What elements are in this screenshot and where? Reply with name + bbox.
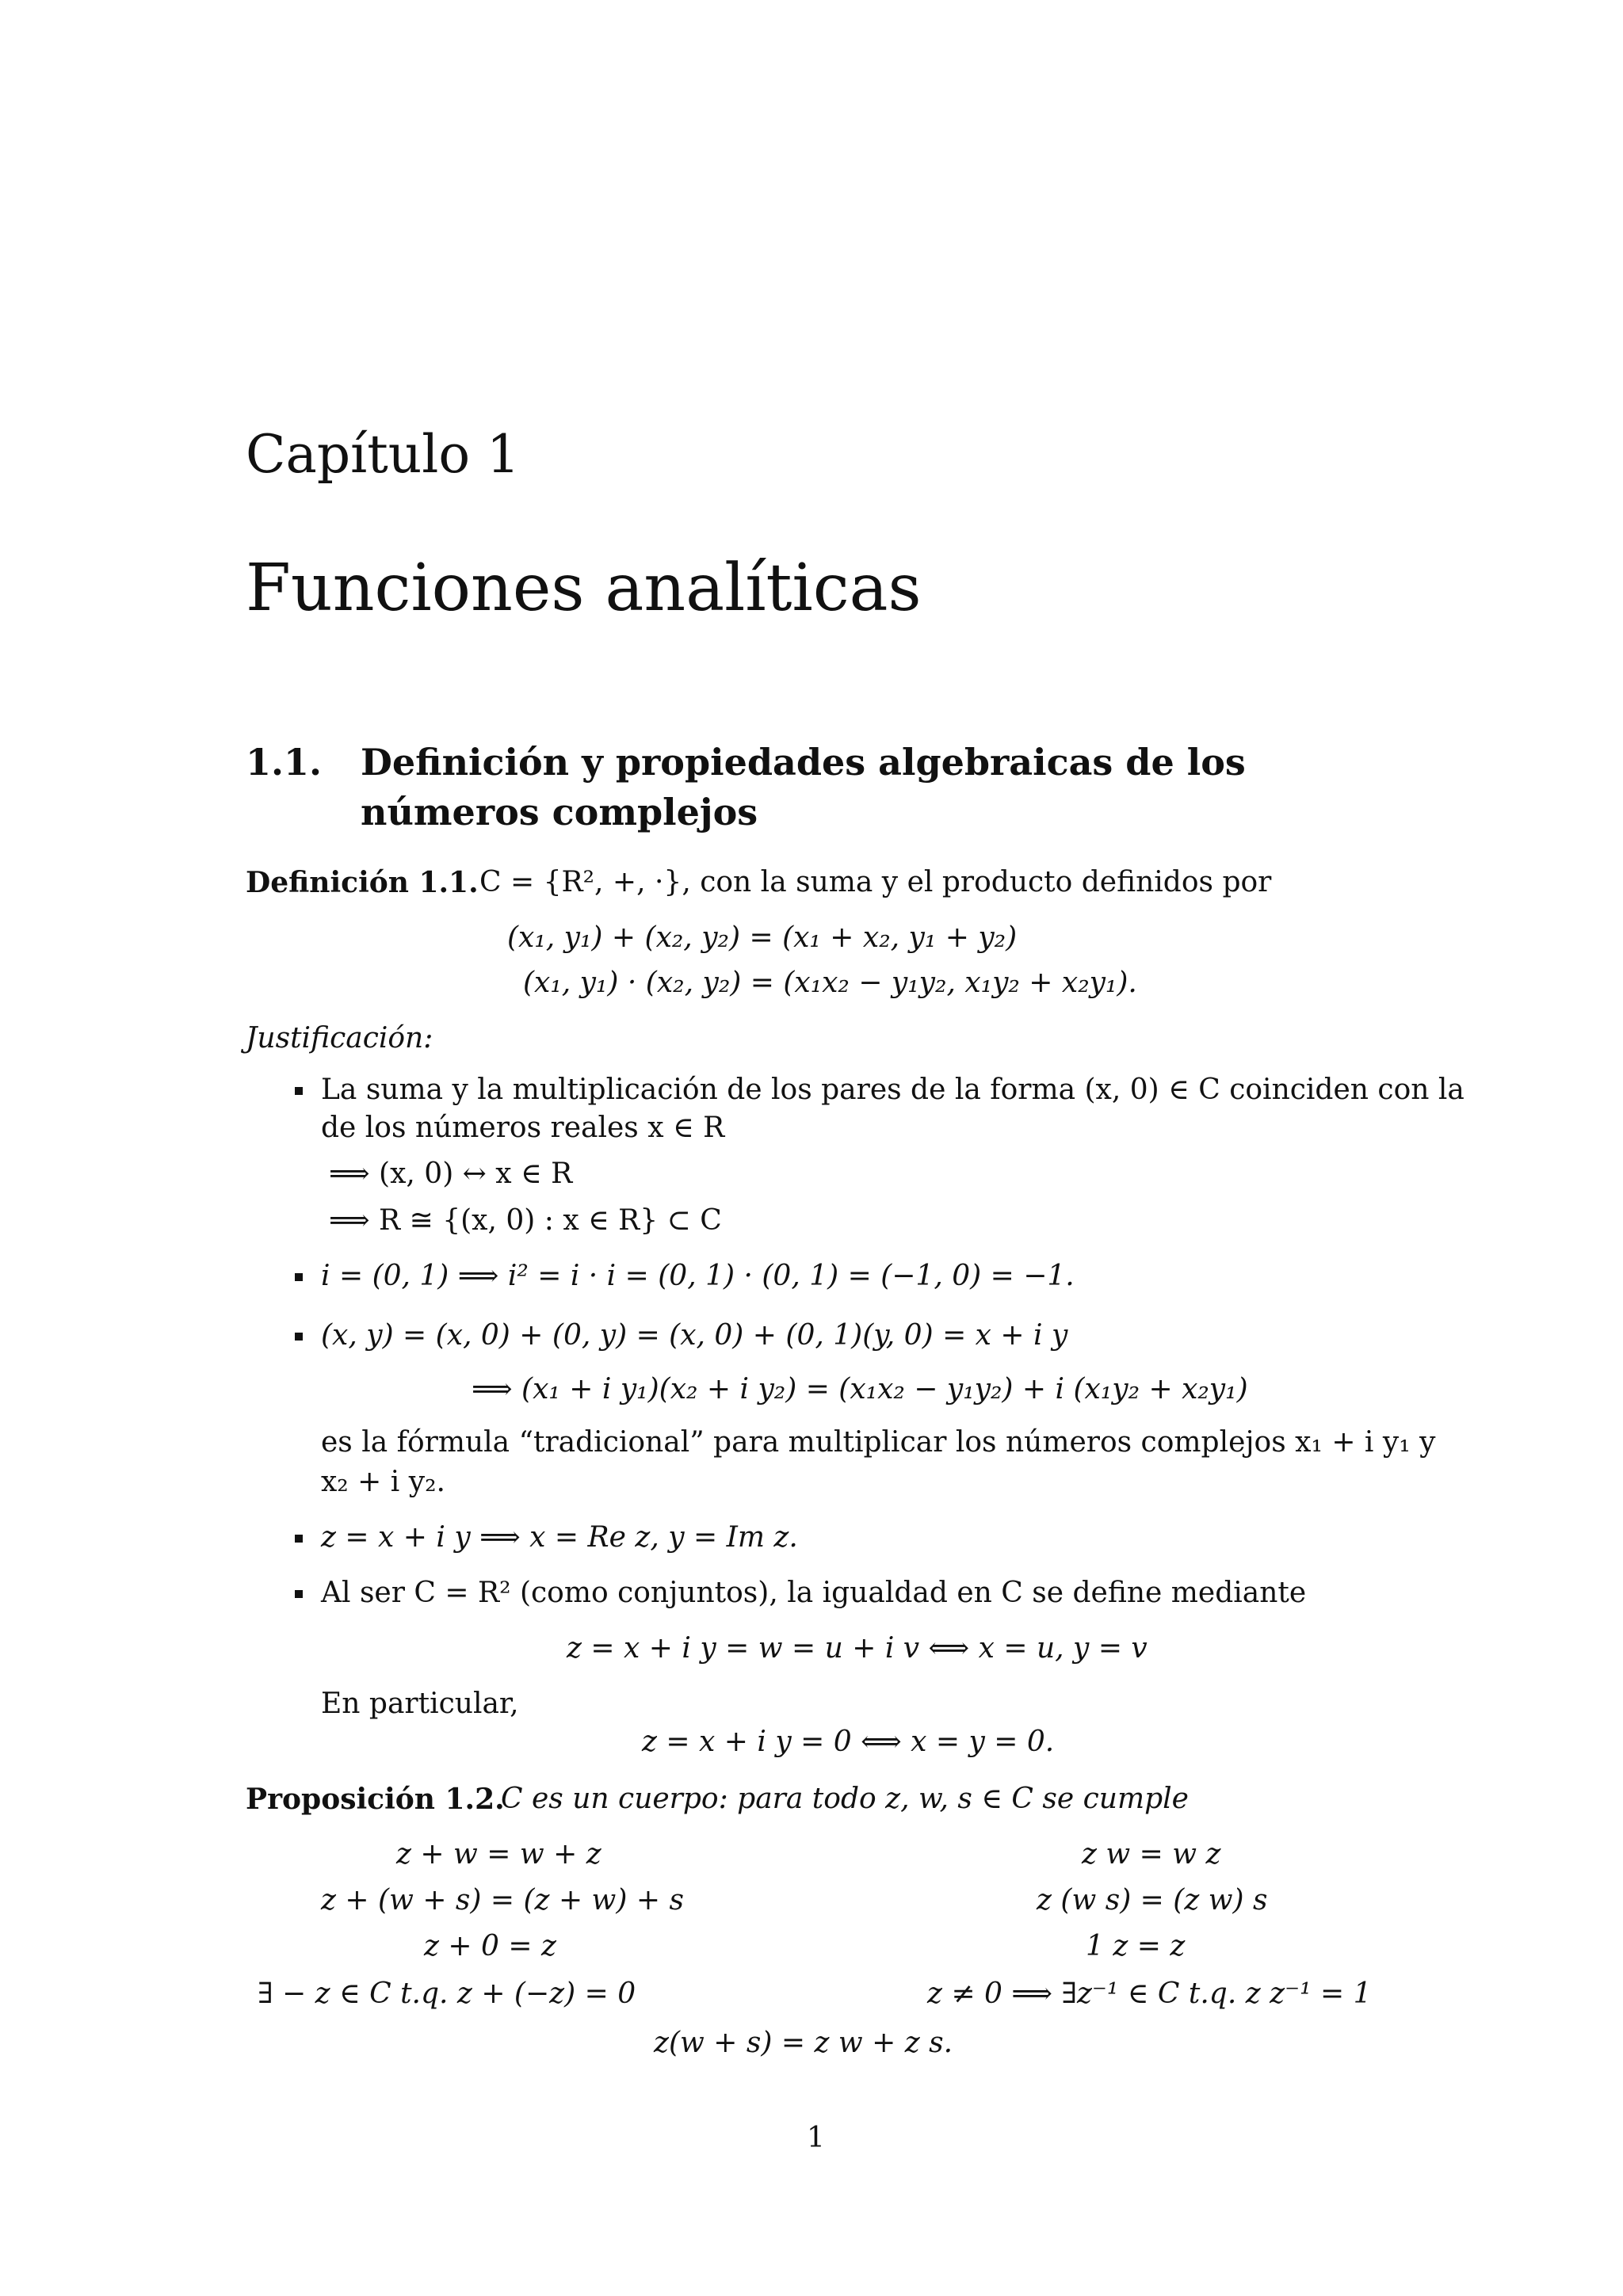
bullet-marker xyxy=(295,1590,303,1598)
bullet-marker xyxy=(295,1535,303,1543)
prop-right-4: z ≠ 0 ⟹ ∃z⁻¹ ∈ C t.q. z z⁻¹ = 1 xyxy=(927,1978,1372,2010)
prop-left-3: z + 0 = z xyxy=(424,1930,556,1962)
bullet-marker xyxy=(295,1333,303,1341)
bullet1-line2: de los números reales x ∈ R xyxy=(321,1112,725,1144)
bullet3-decomposition: (x, y) = (x, 0) + (0, y) = (x, 0) + (0, 1)(y, 0) = x + i y xyxy=(321,1319,1068,1352)
page-number: 1 xyxy=(807,2122,825,2154)
section-title-line1: Definición y propiedades algebraicas de los xyxy=(361,741,1246,784)
bullet2-imaginary-unit: i = (0, 1) ⟹ i² = i · i = (0, 1) · (0, 1) = (−1, 0) = −1. xyxy=(321,1260,1075,1292)
prop-left-4: ∃ − z ∈ C t.q. z + (−z) = 0 xyxy=(258,1978,636,2010)
prop-left-2: z + (w + s) = (z + w) + s xyxy=(321,1884,684,1917)
justification-label: Justificación: xyxy=(246,1022,433,1055)
bullet5-in-particular: En particular, xyxy=(321,1688,519,1720)
definition-eq-product: (x₁, y₁) · (x₂, y₂) = (x₁x₂ − y₁y₂, x₁y₂ + x₂y₁). xyxy=(523,967,1137,999)
prop-distributive: z(w + s) = z w + z s. xyxy=(654,2027,953,2059)
bullet-marker xyxy=(295,1087,303,1095)
bullet5-zero-eq: z = x + i y = 0 ⟺ x = y = 0. xyxy=(642,1726,1055,1758)
bullet3-text-line1: es la fórmula “tradicional” para multiplicar los números complejos x₁ + i y₁ y xyxy=(321,1426,1436,1459)
section-number: 1.1. xyxy=(246,741,323,784)
bullet1-line1: La suma y la multiplicación de los pares de la forma (x, 0) ∈ C coinciden con la xyxy=(321,1074,1465,1106)
definition-eq-sum: (x₁, y₁) + (x₂, y₂) = (x₁ + x₂, y₁ + y₂) xyxy=(507,921,1018,954)
definition-statement: C = {R², +, ·}, con la suma y el producto definidos por xyxy=(479,866,1272,898)
definition-head: Definición 1.1. xyxy=(246,866,479,899)
bullet4-real-imag-parts: z = x + i y ⟹ x = Re z, y = Im z. xyxy=(321,1521,798,1554)
proposition-statement: C es un cuerpo: para todo z, w, s ∈ C se cumple xyxy=(501,1783,1189,1815)
bullet5-equality-eq: z = x + i y = w = u + i v ⟺ x = u, y = v xyxy=(567,1632,1148,1665)
bullet1-implication1: ⟹ (x, 0) ↔ x ∈ R xyxy=(329,1158,573,1190)
prop-right-2: z (w s) = (z w) s xyxy=(1037,1884,1268,1917)
bullet3-implication: ⟹ (x₁ + i y₁)(x₂ + i y₂) = (x₁x₂ − y₁y₂) + i (x₁y₂ + x₂y₁) xyxy=(472,1373,1248,1405)
chapter-title: Funciones analíticas xyxy=(246,551,922,626)
bullet5-equality: Al ser C = R² (como conjuntos), la igualdad en C se define mediante xyxy=(321,1577,1307,1609)
chapter-label: Capítulo 1 xyxy=(246,424,521,485)
bullet1-implication2: ⟹ R ≅ {(x, 0) : x ∈ R} ⊂ C xyxy=(329,1204,722,1237)
bullet3-text-line2: x₂ + i y₂. xyxy=(321,1466,445,1498)
bullet-marker xyxy=(295,1273,303,1281)
prop-right-3: 1 z = z xyxy=(1086,1930,1186,1962)
section-title-line2: números complejos xyxy=(361,791,758,833)
prop-right-1: z w = w z xyxy=(1082,1838,1221,1871)
prop-left-1: z + w = w + z xyxy=(396,1838,601,1871)
proposition-head: Proposición 1.2. xyxy=(246,1783,505,1816)
